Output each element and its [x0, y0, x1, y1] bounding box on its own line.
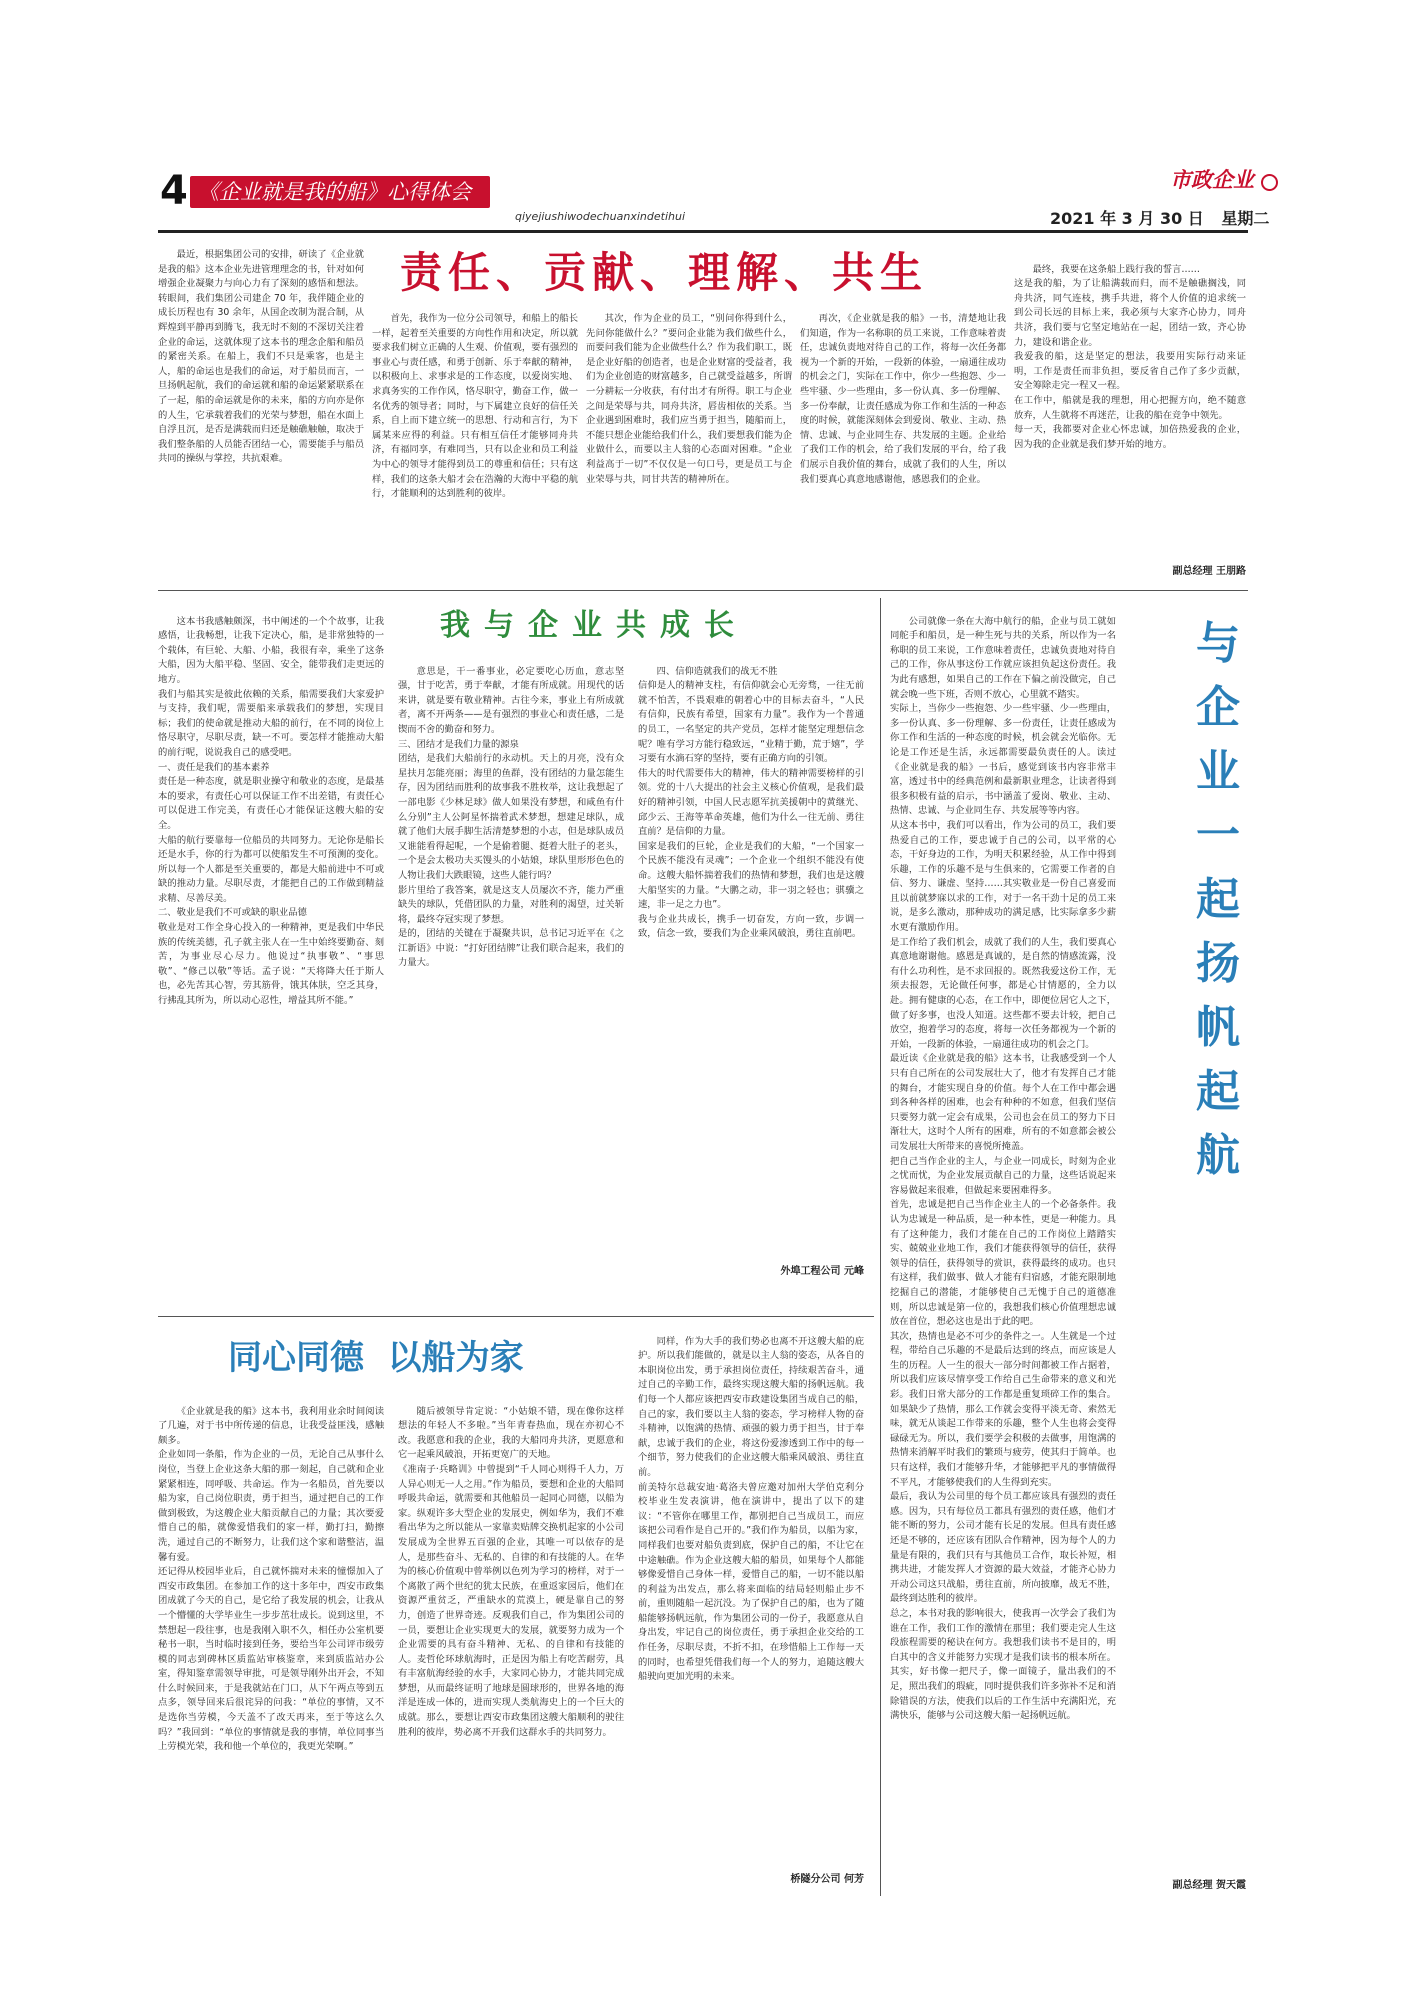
article1-col3-text: 其次，作为企业的员工，“别问你得到什么，先问你能做什么？”要问企业能为我们做些什么，而要问我们能为企业做些什么？作为我们职工，既是企业好船的创造者，也是企业财富的受益者，我们为企业创造的财富越多，自己就受益越多，所谓一分耕耘一分收获，有付出才有所得。职工与企业之间是荣辱与共，同舟共济，唇齿相依的关系。当企业遇到困难时，我们应当勇于担当，随船而上，不能只想企业能给我们什么，我们要想我们能为企业做什么，而要以主人翁的心态面对困难。“企业利益高于一切”不仅仅是一句口号，更是员工与企业荣辱与共，同甘共苦的精神所在。 [586, 313, 792, 485]
article1-col4-text: 再次，《企业就是我的船》一书，清楚地让我们知道，作为一名称职的员工来说，工作意味着责任，忠诚负责地对待自己的工作，将每一次任务都视为一个新的开始，一段新的体验，一扇通往成功的机会之门，实际在工作中，你少一些抱怨、少一些牢骚、少一些理由，多一份认真、多一份理解、多一份奉献，让责任感成为你工作和生活的一种态度的时候，就能深刻体会到爱岗、敬业、主动、热情、忠诚、与企业同生存、共发展的主题。企业给了我们工作的机会，给了我们发展的平台，给了我们展示自我价值的舞台，成就了我们的人生，所以我们要真心真意地感谢他，感恩我们的企业。 [800, 313, 1006, 485]
article1-col2 [372, 312, 578, 580]
article4-col3-text: 同样，作为大手的我们势必也离不开这艘大船的庇护。所以我们能做的，就是以主人翁的姿态，从各自的本职岗位出发，勇于承担岗位责任，持续艰苦奋斗，通过自己的辛勤工作，最终实现这艘大船的扬帆远航。我们每一个人都应该把西安市政建设集团当成自己的船，自己的家，我们要以主人翁的姿态，学习榜样人物的奋斗精神，以饱满的热情、顽强的毅力勇于担当，甘于奉献，忠诚于我们的企业，将这份爱渗透到工作中的每一个细节，努力使我们的企业这艘大船乘风破浪、勇往直前。 前美特尔总裁安迪·葛洛夫曾应邀对加州大学伯克利分校毕业生发表演讲，他在演讲中，提出了以下的建议：“不管你在哪里工作，都别把自己当成员工，而应该把公司看作是自己开的。”我们作为船员，以船为家，同样我们也要对船负责到底，保护自己的船，不让它在中途触礁。作为企业这艘大船的船员，如果每个人都能够像爱惜自己身体一样，爱惜自己的船，一切不能以船的利益为出发点，那么将来面临的结局轻则船止步不前，重则随船一起沉没。为了保护自己的船，也为了随船能够扬帆远航，作为集团公司的一份子，我愿意从自身出发，牢记自己的岗位责任，勇于承担企业交给的工作任务，尽职尽责，不折不扣，在珍惜船上工作每一天的同时，也希望凭借我们每一个人的努力，追随这艘大船驶向更加光明的未来。 [638, 1335, 864, 1683]
article2-col3 [638, 650, 864, 1260]
article1-divider [158, 590, 1248, 591]
article3-signature: 副总经理 贺天霞 [1172, 1880, 1246, 1891]
article1-col4 [800, 312, 1006, 580]
article2-col1 [158, 600, 384, 1310]
column-banner [190, 176, 490, 208]
article4-signature: 桥隧分公司 何芳 [790, 1874, 864, 1885]
date: 2021 年 3 月 30 日 [1050, 209, 1204, 228]
article1-col5-text: 最终，我要在这条船上践行我的誓言…… 这是我的船，为了让船满载而归，而不是触礁搁浅，同舟共济，同气连枝，携手共进，将个人价值的追求统一到公司长远的目标上来，我必须与大家齐心协力，同舟共济，我们要与它坚定地站在一起，团结一致，齐心协力，建设和谐企业。 我爱我的船，这是坚定的想法，我要用实际行动来证明，工作是责任而非负担，要反省自己作了多少贡献，安全筹除走完一程又一程。 在工作中，船就是我的理想，用心把握方向，绝不随意放弃，人生就将不再迷茫，让我的船在竞争中领先。 每一天，我都要对企业心怀忠诚，加倍热爱我的企业，因为我的企业就是我们梦开始的地方。 [1014, 263, 1246, 450]
article1-signature: 副总经理 王朋路 [1172, 566, 1246, 577]
article2-col1-text: 这本书我感触颇深，书中阐述的一个个故事，让我感悟，让我畅想，让我下定决心，船，是非常独特的一个载体，有巨轮、大船、小船，我很有幸，乘坐了这条大船，因为大船平稳、坚固、安全，能带我们走更远的地方。 我们与船其实是彼此依赖的关系，船需要我们大家爱护与支持，我们呢，需要船来承载我们的梦想，实现目标；我们的使命就是推动大船的前行，在不同的岗位上恪尽职守，尽职尽责，缺一不可。要怎样才能推动大船的前行呢，说说我自己的感受吧。 一、责任是我们的基本素养 责任是一种态度，就是职业操守和敬业的态度，是最基本的要求，有责任心可以保证工作不出差错，有责任心可以促进工作完美，有责任心才能保证这艘大船的安全。 大船的航行要靠每一位船员的共同努力。无论你是船长还是水手，你的行为都可以使船发生不可预测的变化。所以每一个人都是至关重要的，都是大船前进中不可或缺的推动力量。尽职尽责，才能把自己的工作做到精益求精、尽善尽美。 二、敬业是我们不可或缺的职业品德 敬业是对工作全身心投入的一种精神，更是我们中华民族的传统美德，孔子就主张人在一生中始终要勤奋、刻苦，为事业尽心尽力。他说过“执事敬”、“事思敬”、“修己以敬”等话。孟子说：“天将降大任于斯人也，必先苦其心智，劳其筋骨，饿其体肤，空乏其身，行拂乱其所为，所以动心忍性，增益其所不能。” [158, 615, 384, 1007]
article1-col2-text: 首先，我作为一位分公司领导，和船上的船长一样，起着至关重要的方向性作用和决定，所以就要求我们树立正确的人生观、价值观，要有强烈的事业心与责任感，和勇于创新、乐于奉献的精神，以积极向上、求事求是的工作态度，以爱岗实地、求真务实的工作作风，恪尽职守，勤奋工作，做一名优秀的领导者；同时，与下属建立良好的信任关系，自上而下建立统一的思想、行动和言行，为下属某来应得的利益。只有相互信任才能够同舟共济，有福同享，有难同当，只有以企业和员工利益为中心的领导才能得到员工的尊重和信任；只有这样，我们的这条大船才会在浩瀚的大海中平稳的航行，才能顺利的达到胜利的彼岸。 [372, 313, 578, 500]
logo [1170, 164, 1278, 194]
article1-title: 责任、贡献、理解、共生 [400, 248, 929, 297]
article4-top-divider [158, 1316, 874, 1317]
logo-emblem-icon [1261, 174, 1278, 191]
article2-signature: 外埠工程公司 元峰 [780, 1266, 864, 1277]
issue-date [1050, 206, 1269, 229]
article3-vertical-title: 与企业一起扬帆起航 [1196, 618, 1240, 1181]
article2-col3-text: 四、信仰造就我们的战无不胜 信仰是人的精神支柱，有信仰就会心无旁骛，一往无前就不怕苦，不畏艰难的朝着心中的目标去奋斗，“人民有信仰，民族有希望，国家有力量”。我作为一个普通的员工，一名坚定的共产党员，怎样才能坚定理想信念呢？唯有学习方能行稳致远，“业精于勤，荒于嬉”，学习要有水滴石穿的坚持，要有正确方向的引领。 伟大的时代需要伟大的精神，伟大的精神需要榜样的引领。党的十八大提出的社会主义核心价值观，是我们最好的精神引领，中国人民志愿军抗美援朝中的黄继光、邱少云、王海等革命英雄，他们为什么一往无前、勇往直前？是信仰的力量。 国家是我们的巨轮，企业是我们的大船，“一个国家一个民族不能没有灵魂”；一个企业一个组织不能没有使命。这艘大船怀揣着我们的热情和梦想，我们也是这艘大船坚实的力量。“大鹏之动，非一羽之轻也；骐骥之速，非一足之力也”。 我与企业共成长，携手一切奋发，方向一致，步调一致，信念一致，要我们为企业乘风破浪，勇往直前吧。 [638, 665, 864, 940]
article4-col3 [638, 1320, 864, 1860]
page-number: 4 [160, 168, 188, 214]
article4-title: 同心同德 以船为家 [228, 1338, 524, 1378]
article2-col2-text: 意思是，干一番事业，必定要吃心历血，意志坚强，甘于吃苦，勇于奉献，才能有所成就。用现代的话来讲，就是要有敬业精神。古往今来，事业上有所成就者，离不开两条——是有强烈的事业心和责任感，二是锲而不舍的勤奋和努力。 三、团结才是我们力量的源泉 团结，是我们大船前行的永动机。天上的月亮，没有众星扶月怎能亮丽；海里的鱼群，没有团结的力量怎能生存，因为团结而胜利的故事我不胜枚举，这让我想起了一部电影《少林足球》做人如果没有梦想，和咸鱼有什么分别”主人公阿星怀揣着武术梦想，想建足球队，成就了他们大展手脚生活清楚梦想的小志，但是球队成员又谁能看得起呢，一个是偷着腿、挺着大肚子的老头，一个是会太极功夫买馒头的小姑娘，球队里形形色色的人物让我们大跌眼镜，这些人能行吗？ 影片里给了我答案，就是这支人员屡次不齐，能力严重缺失的球队，凭借团队的力量，对胜利的渴望，过关斩将，最终夺冠实现了梦想。 是的，团结的关键在于凝聚共识，总书记习近平在《之江新语》中说：“打好团结牌”让我们联合起来，我们的力量大。 [398, 665, 624, 969]
article4-col1-text: 《企业就是我的船》这本书，我利用业余时间阅读了几遍，对于书中所传递的信息，让我受益匪浅，感触颇多。 企业如同一条船，作为企业的一员，无论自己从事什么岗位，当登上企业这条大船的那一刻起，自己就和企业紧紧相连，同呼吸、共命运。作为一名船员，首先要以船为家，自己岗位职责，勇于担当，通过把自己的工作做到极致，为这艘企业大船贡献自己的力量；其次要爱惜自己的船，就像爱惜我们的家一样，勤打扫，勤擦洗，通过自己的不断努力，让我们这个家和谐整洁，温馨有爱。 还记得从校园毕业后，自己就怀揣对未来的憧憬加入了西安市政集团。在参加工作的这十多年中，西安市政集团成就了今天的自己，是它给了我发展的机会，让我从一个懵懂的大学毕业生一步步茁壮成长。说到这里，不禁想起一段往事，也是我刚入职不久，相任办公室机要秘书一职，当时临时接到任务，要给当年公司评市级劳模的同志到碑林区质监站审核鉴章，来到质监站办公室，得知鉴章需领导审批，可是领导刚外出开会，不知什么时候回来，于是我就站在门口，从下午两点等到五点多，领导回来后很诧异的问我：“单位的事情，又不是选你当劳模，今天盖不了改天再来，至于等这么久吗？”我回到：“单位的事情就是我的事情，单位同事当上劳模光荣，我和他一个单位的，我更光荣啊。” [158, 1405, 384, 1753]
article1-col1 [158, 248, 364, 580]
article1-col1-text: 最近，根据集团公司的安排，研读了《企业就是我的船》这本企业先进管理理念的书，针对如何增强企业凝聚力与向心力有了深刻的感悟和想法。转眼间，我们集团公司建企 70 年，我伴随企业的成长历程也有 30 余年，从国企改制为混合制，从辉煌到平静再到腾飞，我无时不刻的不深切关注着企业的命运，这就体现了这本书的理念企船和船员的紧密关系。在船上，我们不只是乘客，也是主人，船的命运也是我们的命运，对于船员而言，一旦扬帆起航，我们的命运就和船的命运紧紧联系在了一起，船的命运就是你的未来，船的方向亦是你的人生，它承载着我们的光荣与梦想，船在水面上自浮且沉，是否是满载而归还是触礁触触，取决于我们整条船的人员能否团结一心，需要能手与船员共同的操纵与掌控，共抗艰难。 [158, 249, 364, 465]
article1-col3 [586, 312, 792, 580]
article3-col1 [890, 600, 1116, 1872]
article1-col5 [1014, 248, 1246, 560]
article4-col2 [398, 1390, 624, 1890]
header-rule [158, 230, 1248, 233]
logo-text: 市政企业 [1170, 167, 1254, 192]
article2-col2 [398, 650, 624, 1310]
article2-title: 我与企业共成长 [440, 608, 748, 643]
article3-left-border [880, 598, 881, 1896]
weekday: 星期二 [1221, 209, 1270, 228]
article4-col1 [158, 1390, 384, 1890]
article4-col2-text: 随后被领导肯定说：“小姑娘不错，现在像你这样想法的年轻人不多啦。”当年青春热血，现在亦初心不改。我愿意和我的企业，我的大船同舟共济，更愿意和它一起乘风破浪，开拓更宽广的天地。 《准南子·兵略训》中曾提到“千人同心则得千人力，万人异心则无一人之用。”作为船员，要想和企业的大船同呼吸共命运，就需要和其他船员一起同心同德，以船为家。纵观许多大型企业的发展史，例如华为，我们不难看出华为之所以能从一家靠卖贴牌交换机起家的小公司发展成为全世界五百强的企业，其唯一可以依存的是人，是那些奋斗、无私的、自律的和有技能的人。在华为的核心价值观中曾举例以色列为学习的榜样，对于一个离散了两个世纪的犹太民族，在重返家园后，他们在资源严重贫乏，严重缺水的荒漠上，硬是靠自己的努力，创造了世界奇迹。反观我们自己，作为集团公司的一员，要想让企业实现更大的发展，就要努力成为一个企业需要的具有奋斗精神、无私、的自律和有技能的人。麦哲伦环球航海时，正是因为船上有吃苦耐劳，具有丰富航海经验的水手，大家同心协力，才能共同完成梦想，从而最终证明了地球是圆球形的，世界各地的海洋是连成一体的，进而实现人类航海史上的一个巨大的成就。那么，要想让西安市政集团这艘大船顺利的驶往胜利的彼岸，势必离不开我们这群水手的共同努力。 [398, 1405, 624, 1738]
article3-col1-text: 公司就像一条在大海中航行的船，企业与员工就如同舵手和船员，是一种生死与共的关系，所以作为一名称职的员工来说，工作意味着责任，忠诚负责地对待自己的工作，你从事这份工作就应该担负起这份责任。我为此有感想，如果自己的工作在下偏之前没做完，自己就会晚一些下班，否则不放心，心里就不踏实。 实际上，当你少一些抱怨、少一些牢骚、少一些理由，多一份认真、多一份理解、多一份责任，让责任感成为你工作和生活的一种态度的时候，机会就会光临你。无论是工作还是生活，永远都需要最负责任的人。读过《企业就是我的船》一书后，感觉到该书内容非常丰富，透过书中的经典范例和最新职业理念，让读者得到很多积极有益的启示，书中涵盖了爱岗、敬业、主动、热情、忠诚、与企业同生存、共发展等等内容。 从这本书中，我们可以看出，作为公司的员工，我们要热爱自己的工作，要忠诚于自己的公司，以平常的心态，干好身边的工作，为明天积累经验，从工作中得到乐趣，工作的乐趣不是与生俱来的，它需要工作者的自信、努力、谦虚、坚持……其实敬业是一份自己喜爱而且以前就梦寐以求的工作，对于一名干劲十足的员工来说，是多么激动，那种成功的满足感，比实际拿多少薪水更有激励作用。 是工作给了我们机会，成就了我们的人生，我们要真心真意地谢谢他。感恩是真诚的，是自然的情感流露，没有什么功利性，是不求回报的。既然我爱这份工作，无须去报怨，无论做任何事，都是心甘情愿的，全力以赴。拥有健康的心态，在工作中，即便位居它人之下，做了好多事，也没人知道。这些都不要去计较，把自己放空，抱着学习的态度，将每一次任务都视为一个新的开始，一段新的体验，一扇通往成功的机会之门。 最近读《企业就是我的船》这本书，让我感受到一个人只有自己所在的公司发展壮大了，他才有发挥自己才能的舞台，才能实现自身的价值。每个人在工作中都会遇到各种各样的困难，也会有种种的不如意，但我们坚信只要努力就一定会有成果，公司也会在员工的努力下日渐壮大，这时个人所有的困难，所有的不如意都会被公司发展壮大所带来的喜悦所掩盖。 把自己当作企业的主人，与企业一同成长，时刻为企业之忧而忧，为企业发展贡献自己的力量，这些话说起来容易做起来很难，但做起来要困难得多。 首先，忠诚是把自己当作企业主人的一个必备条件。我认为忠诚是一种品质，是一种本性，更是一种能力。具有了这种能力，我们才能在自己的工作岗位上踏踏实实、兢兢业业地工作，我们才能获得领导的信任，获得领导的信任，获得领导的赏识，获得最终的成功。也只有这样，我们做事、做人才能有归宿感，才能充限制地挖掘自己的潜能，才能够使自己无愧于自己的道德准则，所以忠诚是第一位的，我想我们核心价值理想忠诚放在首位，想必这也是出于此的吧。 其次，热情也是必不可少的条件之一。人生就是一个过程，带给自己乐趣的不是最后达到的终点，而应该是人生的历程。人一生的很大一部分时间都被工作占据着，所以我们应该尽情享受工作给自己生命带来的意义和光彩。我们日常大部分的工作都是重复琐碎工作的集合。如果缺少了热情，那么工作就会变得平淡无奇、索然无味，就无从谈起工作带来的乐趣，整个人生也将会变得碌碌无为。所以，我们要学会积极的去做事，用饱满的热情来消解平时我们的繁琐与疲劳，使其归于简单。也只有这样，我们才能够升华，才能够把平凡的事情做得不平凡，才能够使我们的人生得到充实。 最后，我认为公司里的每个员工都应该具有强烈的责任感。因为，只有每位员工都具有强烈的责任感，他们才能不断的努力，公司才能有长足的发展。但具有责任感还是不够的，还应该有团队合作精神，因为每个人的力量是有限的，我们只有与其他员工合作，取长补短，相携共进，才能发挥人才资源的最大效益，才能齐心协力开动公司这只战船，勇往直前，所向披靡，战无不胜，最终到达胜利的彼岸。 总之，本书对我的影响很大，使我再一次学会了我们为谁在工作，我们工作的激情在那里；我们要走完人生这段旅程需要的秘诀在何方。我想我们读书不是目的，明白其中的含义并能努力实现才是我们读书的根本所在。其实，好书像一把尺子，像一面镜子，量出我们的不足，照出我们的瑕疵，同时提供我们许多弥补不足和消除错误的方法，使我们以后的工作生活中充满阳光，充满快乐，能够与公司这艘大船一起扬帆远航。 [890, 615, 1116, 1722]
pinyin-line: qiyejiushiwodechuanxindetihui [515, 210, 685, 223]
column-title: 《企业就是我的船》心得体会 [198, 180, 471, 204]
